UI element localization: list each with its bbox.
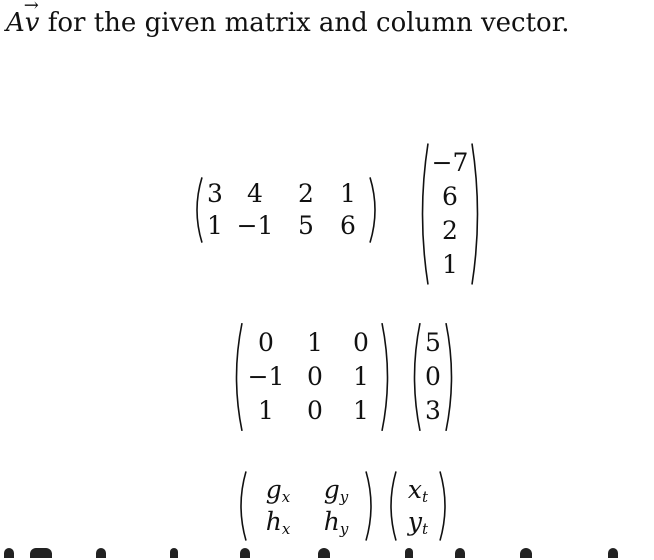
left-paren xyxy=(384,470,398,542)
matrix-cell: −1 xyxy=(247,362,285,391)
matrix-cell: $h_x$ xyxy=(265,507,291,538)
equation-1-matrix xyxy=(190,176,382,244)
vector-cell: 1 xyxy=(442,250,458,279)
equation-3-matrix xyxy=(234,470,378,542)
right-paren xyxy=(380,322,394,432)
left-paren xyxy=(230,322,244,432)
matrix-cell: 1 xyxy=(307,328,323,357)
matrix-cell: 5 xyxy=(298,211,314,240)
equation-2-vector xyxy=(408,322,458,432)
vector-cell: 5 xyxy=(425,328,441,357)
left-paren xyxy=(408,322,422,432)
matrix-cell: 1 xyxy=(353,396,369,425)
left-paren xyxy=(416,142,430,286)
matrix-cell: 2 xyxy=(298,179,314,208)
right-paren xyxy=(444,322,458,432)
left-paren xyxy=(190,176,204,244)
right-paren xyxy=(364,470,378,542)
matrix-cell: 0 xyxy=(353,328,369,357)
equation-3-vector xyxy=(384,470,452,542)
cutoff-text-line xyxy=(0,548,654,560)
vector-cell: 3 xyxy=(425,396,441,425)
heading-text: for the given matrix and column vector. xyxy=(39,8,570,38)
problem-heading xyxy=(6,6,570,40)
vector-cell: 6 xyxy=(442,182,458,211)
right-paren xyxy=(470,142,484,286)
matrix-cell: −1 xyxy=(236,211,274,240)
matrix-symbol: A xyxy=(6,8,25,38)
right-paren xyxy=(438,470,452,542)
matrix-cell: 1 xyxy=(353,362,369,391)
vector-cell: $x_t$ xyxy=(407,475,429,506)
matrix-cell: 3 xyxy=(207,179,223,208)
equation-2-matrix xyxy=(230,322,394,432)
right-paren xyxy=(368,176,382,244)
vector-cell: 0 xyxy=(425,362,441,391)
matrix-cell: 1 xyxy=(258,396,274,425)
matrix-cell: 0 xyxy=(307,396,323,425)
equation-1-vector xyxy=(416,142,484,286)
matrix-cell: 1 xyxy=(207,211,223,240)
vector-cell: $y_t$ xyxy=(407,507,429,538)
left-paren xyxy=(234,470,248,542)
matrix-cell: 1 xyxy=(340,179,356,208)
matrix-cell: 4 xyxy=(247,179,263,208)
matrix-cell: $g_y$ xyxy=(323,475,349,506)
vector-symbol: → v xyxy=(25,6,40,40)
matrix-cell: $h_y$ xyxy=(323,507,349,538)
matrix-cell: $g_x$ xyxy=(265,475,291,506)
matrix-cell: 0 xyxy=(258,328,274,357)
matrix-cell: 0 xyxy=(307,362,323,391)
vector-cell: 2 xyxy=(442,216,458,245)
matrix-cell: 6 xyxy=(340,211,356,240)
vector-cell: −7 xyxy=(431,148,469,177)
